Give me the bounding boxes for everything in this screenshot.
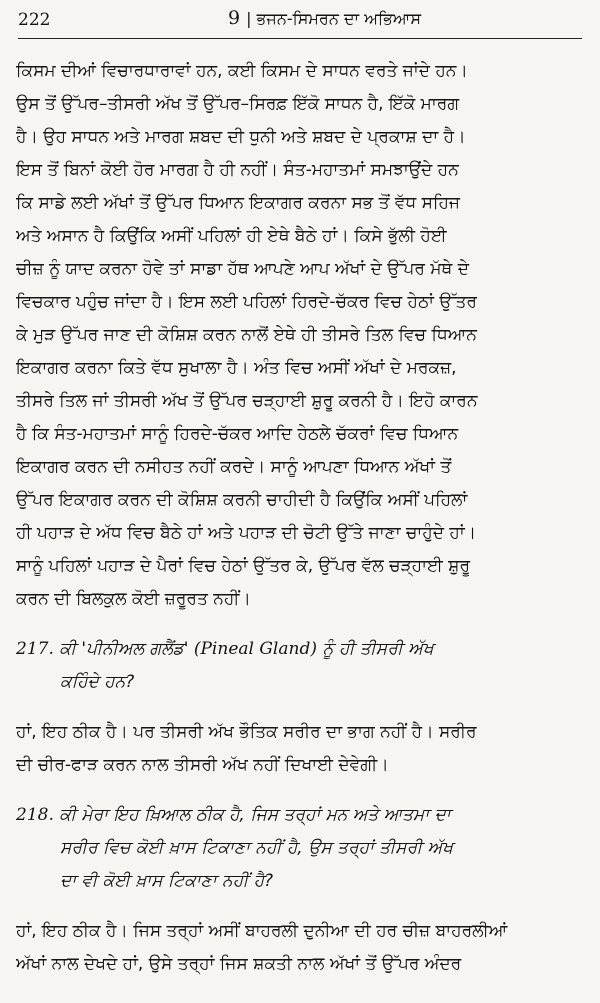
text-line: ਹੈ। ਉਹ ਸਾਧਨ ਅਤੇ ਮਾਰਗ ਸ਼ਬਦ ਦੀ ਧੁਨੀ ਅਤੇ ਸ਼ਬਦ ਦੇ ਪ੍ਰਕਾਸ਼ ਦਾ ਹੈ। bbox=[16, 127, 466, 147]
text-line: ਕਰਨ ਦੀ ਬਿਲਕੁਲ ਕੋਈ ਜ਼ਰੂਰਤ ਨਹੀਂ। bbox=[16, 589, 251, 609]
text-line: ਇਸ ਤੋਂ ਬਿਨਾਂ ਕੋਈ ਹੋਰ ਮਾਰਗ ਹੈ ਹੀ ਨਹੀਂ। ਸੰਤ-ਮਹਾਤਮਾਂ ਸਮਝਾਉਂਦੇ ਹਨ bbox=[16, 160, 459, 180]
spacer bbox=[16, 782, 584, 799]
question-text: ਸਰੀਰ ਵਿਚ ਕੋਈ ਖ਼ਾਸ ਟਿਕਾਣਾ ਨਹੀਂ ਹੈ, ਉਸ ਤਰ੍ਹਾਂ ਤੀਸਰੀ ਅੱਖ bbox=[60, 838, 453, 858]
text-line: ਕਿ ਸਾਡੇ ਲਈ ਅੱਖਾਂ ਤੋਂ ਉੱਪਰ ਧਿਆਨ ਇਕਾਗਰ ਕਰਨਾ ਸਭ ਤੋਂ ਵੱਧ ਸਹਿਜ bbox=[16, 193, 460, 213]
spacer bbox=[16, 699, 584, 716]
question-217 bbox=[16, 633, 584, 666]
spacer bbox=[16, 898, 584, 915]
text-line: ਇਕਾਗਰ ਕਰਨਾ ਕਿਤੇ ਵੱਧ ਸੁਖਾਲਾ ਹੈ। ਅੰਤ ਵਿਚ ਅਸੀਂ ਅੱਖਾਂ ਦੇ ਮਰਕਜ਼, bbox=[16, 358, 457, 378]
answer-line: ਦੀ ਚੀਰ-ਫਾੜ ਕਰਨ ਨਾਲ ਤੀਸਰੀ ਅੱਖ ਨਹੀਂ ਦਿਖਾਈ ਦੇਵੇਗੀ। bbox=[16, 755, 389, 775]
chapter-heading bbox=[228, 7, 421, 29]
spacer bbox=[16, 616, 584, 633]
page-body bbox=[16, 55, 584, 981]
question-text: ਕਹਿੰਦੇ ਹਨ? bbox=[60, 672, 135, 692]
answer-line: ਹਾਂ, ਇਹ ਠੀਕ ਹੈ। ਪਰ ਤੀਸਰੀ ਅੱਖ ਭੌਤਿਕ ਸਰੀਰ ਦਾ ਭਾਗ ਨਹੀਂ ਹੈ। ਸਰੀਰ bbox=[16, 722, 477, 742]
question-text: ਨੂੰ ਹੀ ਤੀਸਰੀ ਅੱਖ bbox=[322, 639, 434, 659]
chapter-title: | ਭਜਨ-ਸਿਮਰਨ ਦਾ ਅਭਿਆਸ bbox=[246, 9, 421, 28]
answer-line: ਹਾਂ, ਇਹ ਠੀਕ ਹੈ। ਜਿਸ ਤਰ੍ਹਾਂ ਅਸੀਂ ਬਾਹਰਲੀ ਦੁਨੀਆ ਦੀ ਹਰ ਚੀਜ਼ ਬਾਹਰਲੀਆਂ bbox=[16, 921, 508, 941]
chapter-number: 9 bbox=[228, 7, 241, 29]
question-text: ਕੀ ਮੇਰਾ ਇਹ ਖ਼ਿਆਲ ਠੀਕ ਹੈ, ਜਿਸ ਤਰ੍ਹਾਂ ਮਨ ਅਤੇ ਆਤਮਾ ਦਾ bbox=[59, 805, 451, 825]
question-text: ਕੀ 'ਪੀਨੀਅਲ ਗਲੈਂਡ' bbox=[59, 639, 189, 659]
text-line: ਉੱਪਰ ਇਕਾਗਰ ਕਰਨ ਦੀ ਕੋਸ਼ਿਸ਼ ਕਰਨੀ ਚਾਹੀਦੀ ਹੈ ਕਿਉਂਕਿ ਅਸੀਂ ਪਹਿਲਾਂ bbox=[16, 490, 468, 510]
text-line: ਇਕਾਗਰ ਕਰਨ ਦੀ ਨਸੀਹਤ ਨਹੀਂ ਕਰਦੇ। ਸਾਨੂੰ ਆਪਣਾ ਧਿਆਨ ਅੱਖਾਂ ਤੋਂ bbox=[16, 457, 452, 477]
text-line: ਹੀ ਪਹਾੜ ਦੇ ਅੱਧ ਵਿਚ ਬੈਠੇ ਹਾਂ ਅਤੇ ਪਹਾੜ ਦੀ ਚੋਟੀ ਉੱਤੇ ਜਾਣਾ ਚਾਹੁੰਦੇ ਹਾਂ। bbox=[16, 523, 477, 543]
text-line: ਤੀਸਰੇ ਤਿਲ ਜਾਂ ਤੀਸਰੀ ਅੱਖ ਤੋਂ ਉੱਪਰ ਚੜ੍ਹਾਈ ਸ਼ੁਰੂ ਕਰਨੀ ਹੈ। ਇਹੋ ਕਾਰਨ bbox=[16, 391, 478, 411]
page-number: 222 bbox=[18, 10, 51, 30]
question-latin-term: (Pineal Gland) bbox=[193, 639, 317, 659]
text-line: ਉਸ ਤੋਂ ਉੱਪਰ–ਤੀਸਰੀ ਅੱਖ ਤੋਂ ਉੱਪਰ–ਸਿਰਫ਼ ਇੱਕੋ ਸਾਧਨ ਹੈ, ਇੱਕੋ ਮਾਰਗ bbox=[16, 94, 460, 114]
text-line: ਵਿਚਕਾਰ ਪਹੁੰਚ ਜਾਂਦਾ ਹੈ। ਇਸ ਲਈ ਪਹਿਲਾਂ ਹਿਰਦੇ-ਚੱਕਰ ਵਿਚ ਹੇਠਾਂ ਉੱਤਰ bbox=[16, 292, 477, 312]
text-line: ਸਾਨੂੰ ਪਹਿਲਾਂ ਪਹਾੜ ਦੇ ਪੈਰਾਂ ਵਿਚ ਹੇਠਾਂ ਉੱਤਰ ਕੇ, ਉੱਪਰ ਵੱਲ ਚੜ੍ਹਾਈ ਸ਼ੁਰੂ bbox=[16, 556, 471, 576]
page-header bbox=[18, 4, 582, 39]
question-text: ਦਾ ਵੀ ਕੋਈ ਖ਼ਾਸ ਟਿਕਾਣਾ ਨਹੀਂ ਹੈ? bbox=[60, 871, 274, 891]
answer-line: ਅੱਖਾਂ ਨਾਲ ਦੇਖਦੇ ਹਾਂ, ਉਸੇ ਤਰ੍ਹਾਂ ਜਿਸ ਸ਼ਕਤੀ ਨਾਲ ਅੱਖਾਂ ਤੋਂ ਉੱਪਰ ਅੰਦਰ bbox=[16, 954, 462, 974]
question-number: 218. bbox=[16, 805, 54, 825]
question-number: 217. bbox=[16, 639, 54, 659]
text-line: ਕਿਸਮ ਦੀਆਂ ਵਿਚਾਰਧਾਰਾਵਾਂ ਹਨ, ਕਈ ਕਿਸਮ ਦੇ ਸਾਧਨ ਵਰਤੇ ਜਾਂਦੇ ਹਨ। bbox=[16, 61, 468, 81]
text-line: ਕੇ ਮੁੜ ਉੱਪਰ ਜਾਣ ਦੀ ਕੋਸ਼ਿਸ਼ ਕਰਨ ਨਾਲੋਂ ਏਥੇ ਹੀ ਤੀਸਰੇ ਤਿਲ ਵਿਚ ਧਿਆਨ bbox=[16, 325, 477, 345]
text-line: ਚੀਜ਼ ਨੂੰ ਯਾਦ ਕਰਨਾ ਹੋਵੇ ਤਾਂ ਸਾਡਾ ਹੱਥ ਆਪਣੇ ਆਪ ਅੱਖਾਂ ਦੇ ਉੱਪਰ ਮੱਥੇ ਦੇ bbox=[16, 259, 469, 279]
text-line: ਅਤੇ ਅਸਾਨ ਹੈ ਕਿਉਂਕਿ ਅਸੀਂ ਪਹਿਲਾਂ ਹੀ ਏਥੇ ਬੈਠੇ ਹਾਂ। ਕਿਸੇ ਭੁੱਲੀ ਹੋਈ bbox=[16, 226, 447, 246]
text-line: ਹੈ ਕਿ ਸੰਤ-ਮਹਾਤਮਾਂ ਸਾਨੂੰ ਹਿਰਦੇ-ਚੱਕਰ ਆਦਿ ਹੇਠਲੇ ਚੱਕਰਾਂ ਵਿਚ ਧਿਆਨ bbox=[16, 424, 459, 444]
question-218 bbox=[16, 799, 584, 832]
